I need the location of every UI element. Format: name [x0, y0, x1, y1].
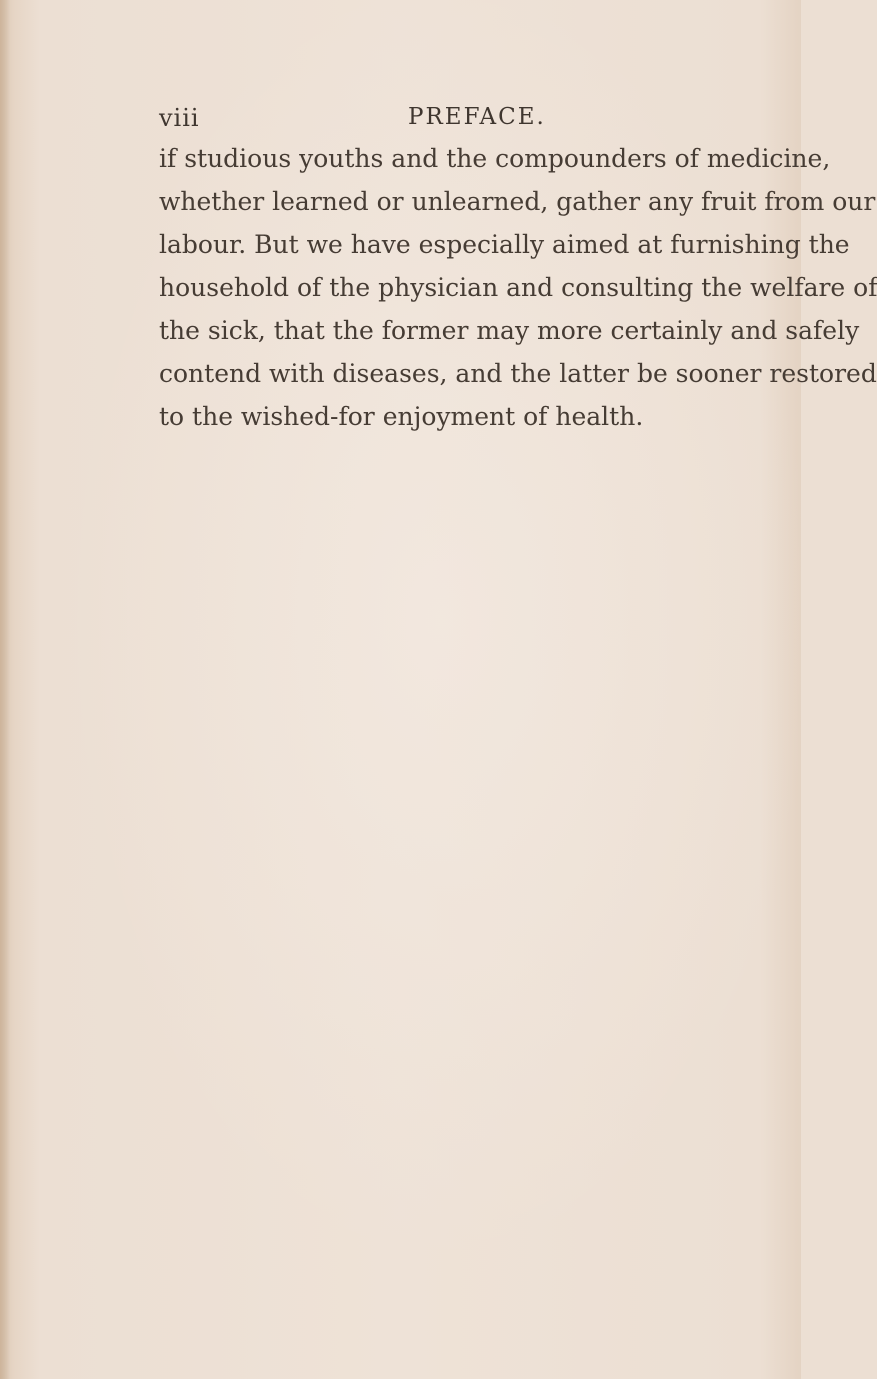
text-line: contend with diseases, and the latter be sooner restored	[159, 359, 877, 388]
running-head	[159, 104, 759, 138]
text-line: whether learned or unlearned, gather any fruit from our	[159, 187, 876, 216]
page-binding-edge	[0, 0, 10, 1379]
body-paragraph	[159, 137, 877, 438]
text-line: household of the physician and consulting the welfare of	[159, 273, 877, 302]
text-line: if studious youths and the compounders of medicine,	[159, 144, 831, 173]
text-line: the sick, that the former may more certainly and safely	[159, 316, 860, 345]
text-line: labour. But we have especially aimed at furnishing the	[159, 230, 850, 259]
text-line: to the wished-for enjoyment of health.	[159, 402, 644, 431]
page-number: viii	[159, 104, 200, 132]
running-title: PREFACE.	[408, 104, 546, 130]
